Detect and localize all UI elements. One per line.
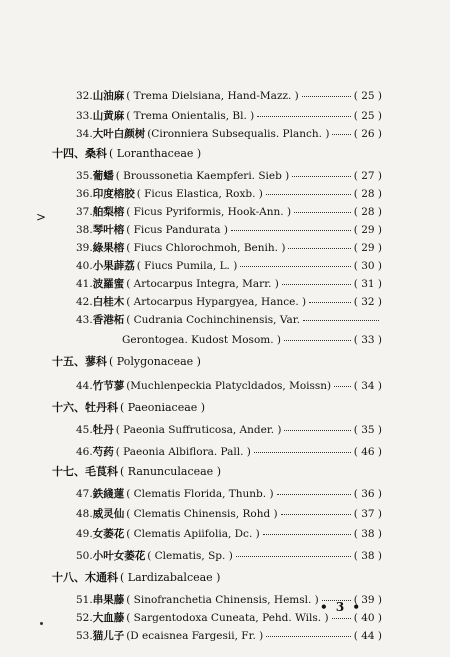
entry-number: 41.: [76, 278, 93, 290]
entry-number: 46.: [76, 446, 93, 458]
latin-name: ( Clematis Apiifolia, Dc. ): [126, 528, 260, 540]
leader-dots: [281, 514, 351, 515]
entry-label: [76, 484, 274, 504]
family-heading: [0, 568, 450, 588]
leader-dots: [282, 284, 351, 285]
leader-dots: [257, 116, 351, 117]
page-ref: ( 33 ): [353, 334, 382, 346]
latin-name: ( Fiucs Chlorochmoh, Benih. ): [126, 242, 286, 254]
entry-label: [76, 238, 285, 258]
toc-entry: [0, 166, 450, 186]
leader-dots: [266, 194, 351, 195]
toc-entry-continuation: [0, 330, 450, 350]
entry-label: [76, 376, 331, 396]
entry-label: [76, 546, 233, 566]
family-latin-name: ( Polygonaceae ): [109, 355, 201, 368]
toc-entry: [0, 86, 450, 106]
toc-entry: [0, 546, 450, 566]
toc-entry: [0, 184, 450, 204]
page-ref: ( 38 ): [353, 528, 382, 540]
page-ref: ( 46 ): [353, 446, 382, 458]
plant-name: 舶梨榕: [92, 206, 125, 218]
family-heading: [0, 352, 450, 372]
page-ref: ( 35 ): [353, 424, 382, 436]
toc-entry: [0, 202, 450, 222]
entry-number: 34.: [76, 128, 93, 140]
family-heading: [0, 398, 450, 418]
plant-name: 大血藤: [92, 612, 125, 624]
family-heading: [0, 144, 450, 164]
toc-entry: [0, 608, 450, 628]
page-ref: ( 32 ): [353, 296, 382, 308]
latin-name: ( Cudrania Cochinchinensis, Var.: [126, 314, 300, 326]
plant-name: 香港柘: [92, 314, 125, 326]
plant-name: 印度榕胶: [92, 188, 135, 200]
latin-name: ( Fiucs Pumila, L. ): [136, 260, 238, 272]
family-heading-text: [52, 462, 221, 482]
entry-label: [76, 106, 254, 126]
leader-dots: [303, 320, 379, 321]
plant-name: 山黄麻: [92, 110, 125, 122]
latin-name: ( Paeonia Albiflora. Pall. ): [115, 446, 251, 458]
family-name: 十五、蓼科: [52, 355, 107, 368]
plant-name: 竹节蓼: [92, 380, 125, 392]
family-name: 十八、木通科: [52, 571, 118, 584]
plant-name: 鉄綫蓮: [92, 488, 125, 500]
toc-entry: [0, 420, 450, 440]
leader-dots: [309, 302, 351, 303]
entry-number: 45.: [76, 424, 93, 436]
entry-label: [76, 442, 251, 462]
entry-label: [76, 166, 289, 186]
entry-label: [76, 504, 278, 524]
latin-name: ( Clematis, Sp. ): [147, 550, 233, 562]
entry-number: 49.: [76, 528, 93, 540]
latin-name: (Cironniera Subsequalis. Planch. ): [147, 128, 330, 140]
leader-dots: [292, 176, 350, 177]
family-heading-text: [52, 352, 201, 372]
toc-entry: [0, 124, 450, 144]
plant-name: 小果薜荔: [92, 260, 135, 272]
entry-label: [76, 420, 281, 440]
entry-number: 38.: [76, 224, 93, 236]
family-heading-text: [52, 144, 201, 164]
family-name: 十七、毛茛科: [52, 465, 118, 478]
entry-label: [76, 86, 299, 106]
page-ref: ( 30 ): [353, 260, 382, 272]
page-ref: ( 36 ): [353, 488, 382, 500]
leader-dots: [332, 134, 350, 135]
entry-number: 35.: [76, 170, 93, 182]
family-heading-text: [52, 568, 220, 588]
plant-name: 葡蟠: [92, 170, 114, 182]
latin-name: ( Artocarpus Hypargyea, Hance. ): [126, 296, 307, 308]
plant-name: 綠果榕: [92, 242, 125, 254]
page-ref: ( 31 ): [353, 278, 382, 290]
leader-dots: [334, 386, 351, 387]
leader-dots: [294, 212, 351, 213]
toc-entry: [0, 256, 450, 276]
entry-number: 37.: [76, 206, 93, 218]
latin-name: ( Clematis Chinensis, Rohd ): [126, 508, 278, 520]
plant-name: 大叶白颜树: [92, 128, 146, 140]
latin-name: ( Clematis Florida, Thunb. ): [126, 488, 274, 500]
toc-entry: [0, 376, 450, 396]
entry-number: 48.: [76, 508, 93, 520]
entry-label: [76, 524, 260, 544]
page-ref: ( 44 ): [353, 630, 382, 642]
entry-number: 42.: [76, 296, 93, 308]
plant-name: 波羅蜜: [92, 278, 125, 290]
handwritten-mark: >: [36, 210, 47, 224]
leader-dots: [266, 636, 351, 637]
entry-number: 44.: [76, 380, 93, 392]
entry-label: [76, 220, 228, 240]
page-ref: ( 40 ): [353, 612, 382, 624]
family-heading: [0, 462, 450, 482]
leader-dots: [288, 248, 350, 249]
entry-label: [76, 184, 263, 204]
entry-label: [76, 202, 291, 222]
latin-name: (D ecaisnea Fargesii, Fr. ): [126, 630, 264, 642]
plant-name: 山油麻: [92, 90, 125, 102]
leader-dots: [332, 618, 351, 619]
leader-dots: [231, 230, 351, 231]
continuation-text: Gerontogea. Kudost Mosom. ): [122, 334, 281, 346]
toc-entry: [0, 524, 450, 544]
toc-entry: [0, 292, 450, 312]
latin-name: ( Trema Dielsiana, Hand-Mazz. ): [126, 90, 299, 102]
entry-label: [76, 274, 279, 294]
latin-name: ( Trema Onientalis, Bl. ): [126, 110, 255, 122]
plant-name: 女萎花: [92, 528, 125, 540]
leader-dots: [240, 266, 350, 267]
toc-entry: [0, 626, 450, 646]
entry-label: [76, 124, 329, 144]
plant-name: 威灵仙: [92, 508, 125, 520]
page-ref: ( 28 ): [353, 188, 382, 200]
page-ref: ( 25 ): [353, 90, 382, 102]
family-latin-name: ( Lardizabalceae ): [120, 571, 221, 584]
plant-name: 白桂木: [92, 296, 125, 308]
page-ref: ( 29 ): [353, 224, 382, 236]
entry-label: [76, 256, 237, 276]
entry-label: [76, 626, 263, 646]
plant-name: 琴叶榕: [92, 224, 125, 236]
leader-dots: [284, 430, 350, 431]
latin-name: (Muchlenpeckia Platycldados, Moissn): [126, 380, 332, 392]
entry-label: [76, 590, 319, 610]
toc-entry: [0, 106, 450, 126]
latin-name: ( Ficus Elastica, Roxb. ): [136, 188, 263, 200]
latin-name: ( Paeonia Suffruticosa, Ander. ): [115, 424, 282, 436]
plant-name: 小叶女萎花: [92, 550, 146, 562]
family-heading-text: [52, 398, 205, 418]
page-ref: ( 38 ): [353, 550, 382, 562]
entry-label: [76, 608, 329, 628]
latin-name: ( Sinofranchetia Chinensis, Hemsl. ): [126, 594, 319, 606]
plant-name: 串果藤: [92, 594, 125, 606]
page-ref: ( 29 ): [353, 242, 382, 254]
toc-entry: [0, 484, 450, 504]
toc-entry: [0, 220, 450, 240]
toc-entry: [0, 238, 450, 258]
family-latin-name: ( Ranunculaceae ): [120, 465, 221, 478]
family-name: 十四、桑科: [52, 147, 107, 160]
leader-dots: [277, 494, 351, 495]
entry-number: 50.: [76, 550, 93, 562]
page-ref: ( 34 ): [353, 380, 382, 392]
latin-name: ( Ficus Pandurata ): [126, 224, 228, 236]
latin-name: ( Broussonetia Kaempferi. Sieb ): [115, 170, 290, 182]
entry-number: 51.: [76, 594, 93, 606]
entry-number: 32.: [76, 90, 93, 102]
leader-dots: [263, 534, 351, 535]
latin-name: ( Artocarpus Integra, Marr. ): [126, 278, 279, 290]
toc-entry: [0, 590, 450, 610]
toc-entry: [0, 310, 450, 330]
entry-number: 39.: [76, 242, 93, 254]
leader-dots: [236, 556, 351, 557]
entry-number: 47.: [76, 488, 93, 500]
toc-entry: [0, 504, 450, 524]
entry-number: 43.: [76, 314, 93, 326]
leader-dots: [254, 452, 351, 453]
family-latin-name: ( Loranthaceae ): [109, 147, 202, 160]
page-ref: ( 25 ): [353, 110, 382, 122]
plant-name: 猫儿子: [92, 630, 125, 642]
page-ref: ( 27 ): [353, 170, 382, 182]
toc-entry: [0, 274, 450, 294]
entry-number: 36.: [76, 188, 93, 200]
entry-label: [76, 310, 300, 330]
family-latin-name: ( Paeoniaceae ): [120, 401, 206, 414]
page-ref: ( 28 ): [353, 206, 382, 218]
entry-label: [76, 292, 306, 312]
entry-number: 40.: [76, 260, 93, 272]
latin-name: ( Ficus Pyriformis, Hook-Ann. ): [126, 206, 292, 218]
entry-number: 33.: [76, 110, 93, 122]
entry-number: 52.: [76, 612, 93, 624]
entry-number: 53.: [76, 630, 93, 642]
ink-speck: [40, 622, 43, 625]
page-ref: ( 26 ): [353, 128, 382, 140]
plant-name: 牡丹: [92, 424, 114, 436]
leader-dots: [302, 96, 351, 97]
toc-entry: [0, 442, 450, 462]
leader-dots: [284, 340, 351, 341]
family-name: 十六、牡丹科: [52, 401, 118, 414]
plant-name: 芍药: [92, 446, 114, 458]
page-ref: ( 39 ): [353, 594, 382, 606]
page-number: • 3 •: [320, 600, 363, 614]
latin-name: ( Sargentodoxa Cuneata, Pehd. Wils. ): [126, 612, 329, 624]
page-ref: ( 37 ): [353, 508, 382, 520]
